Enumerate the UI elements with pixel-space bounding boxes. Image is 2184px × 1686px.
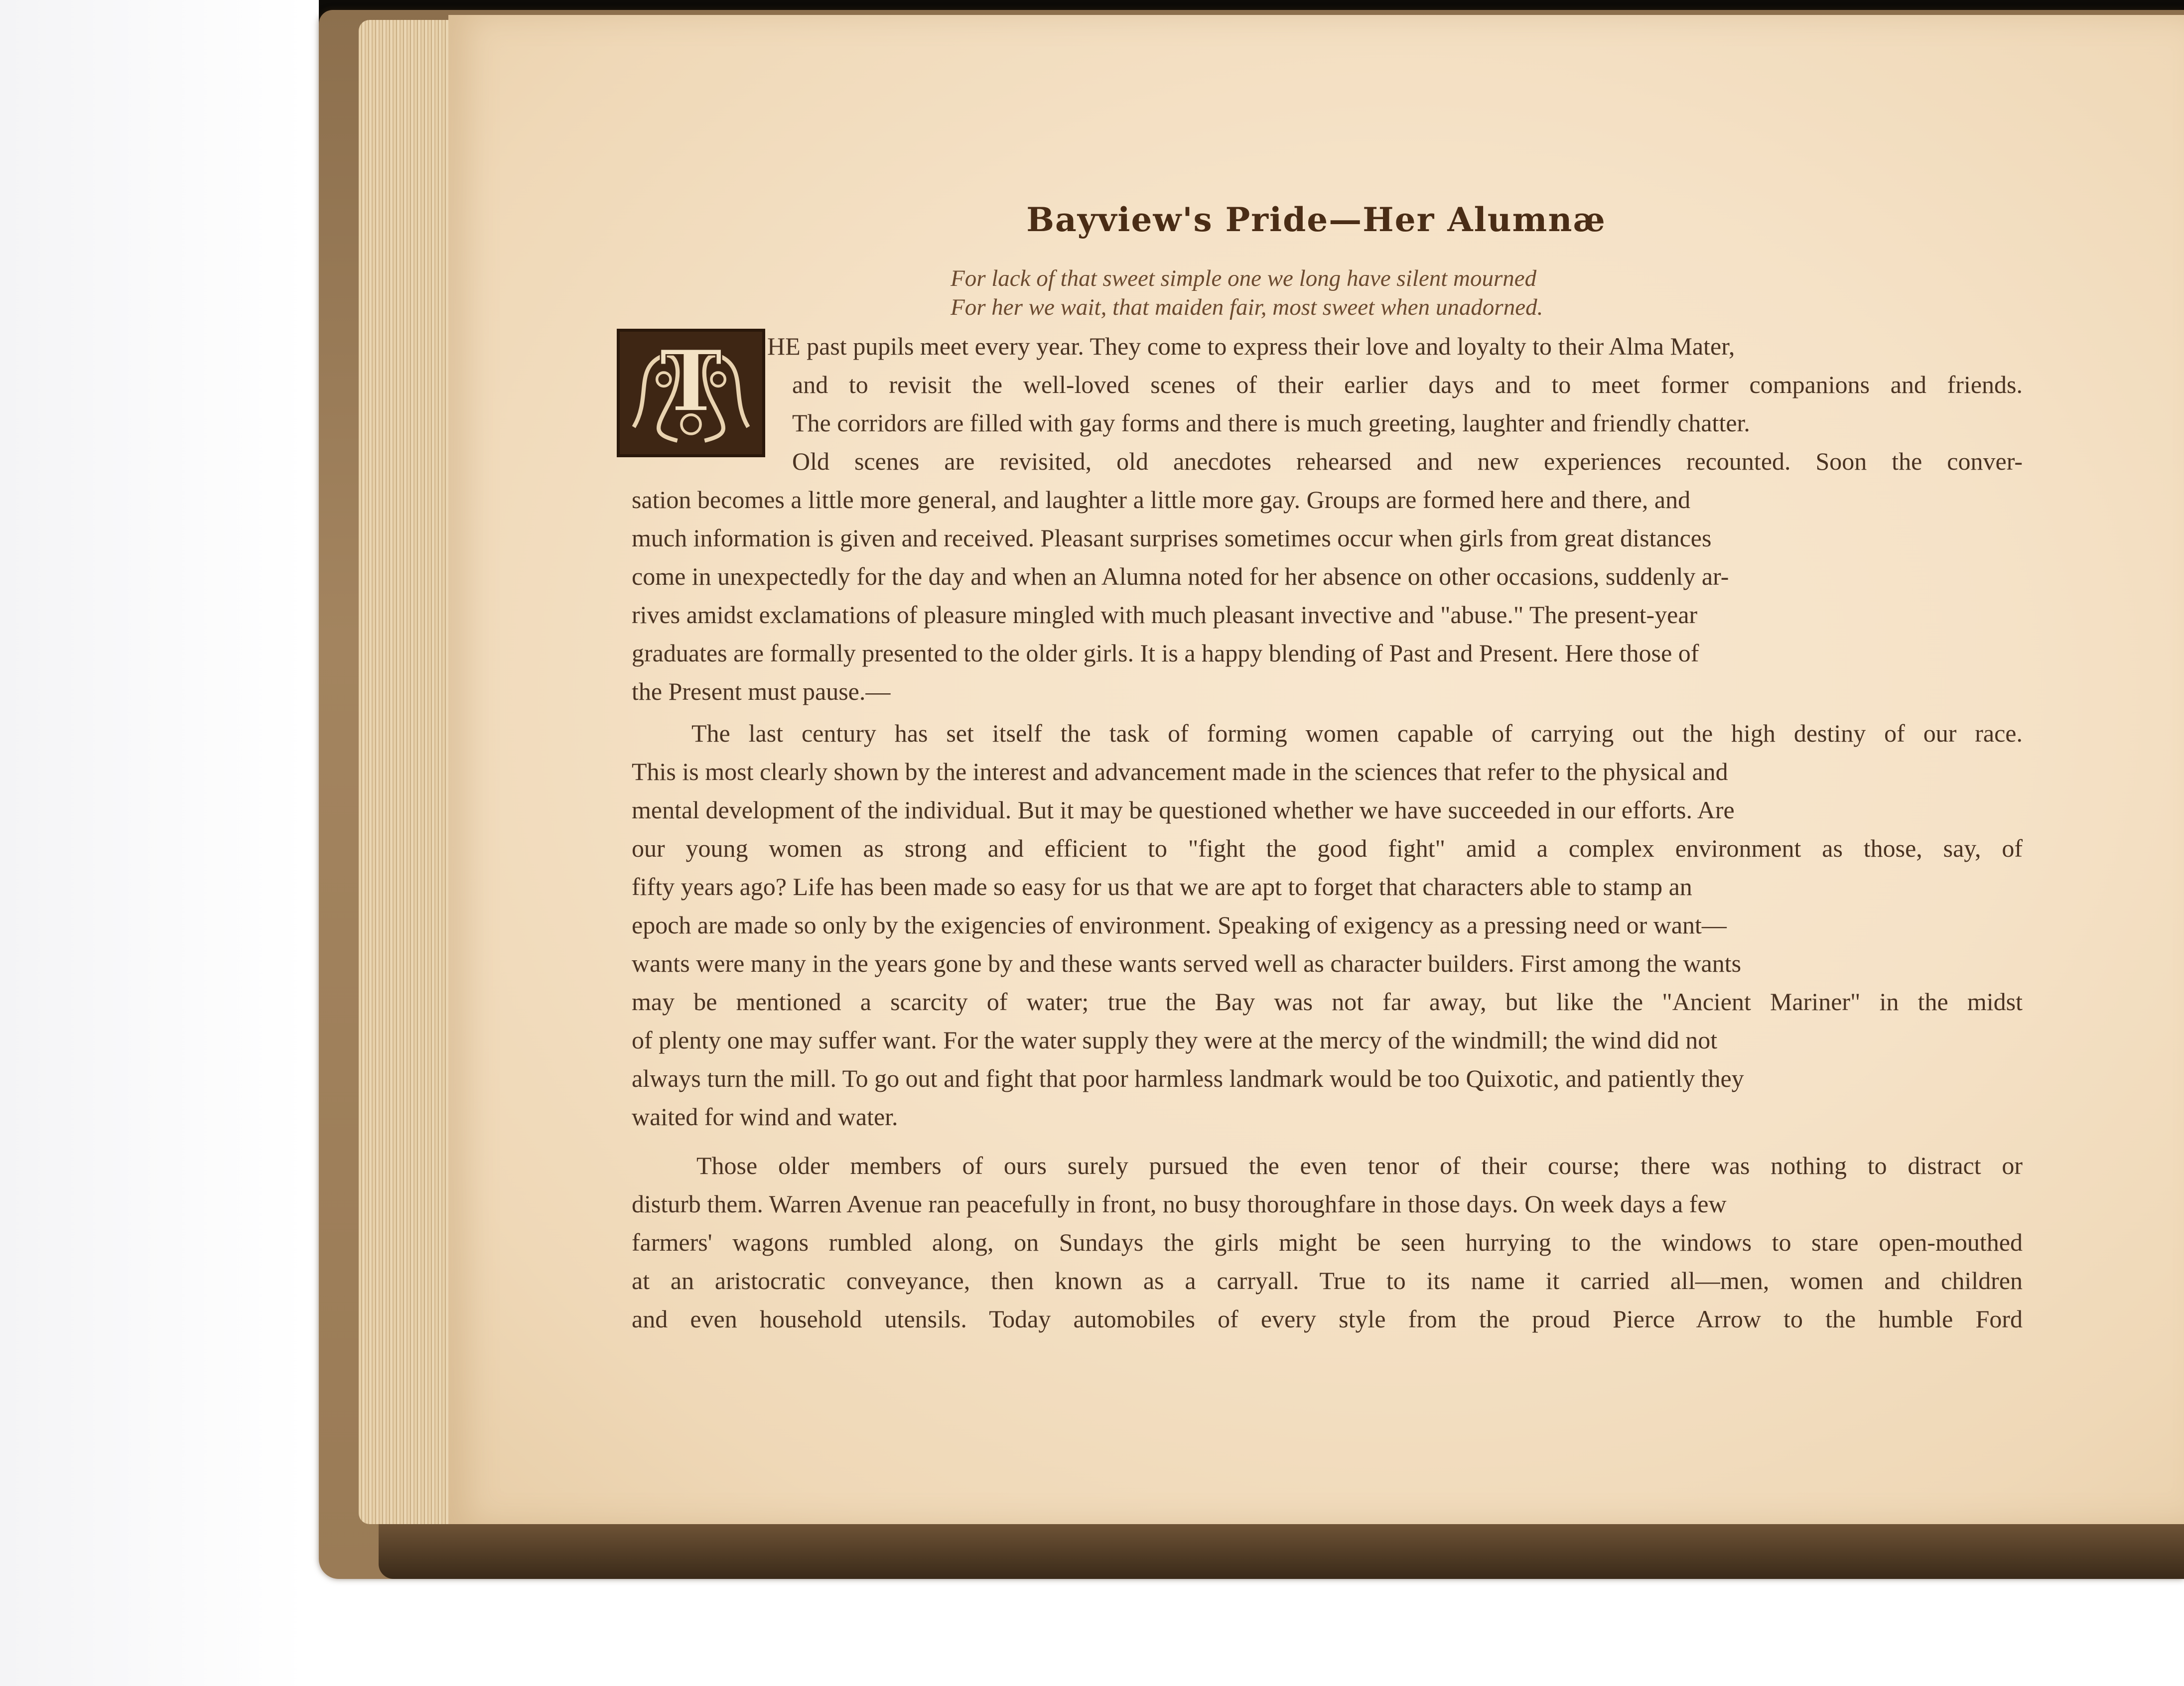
verse-line-2: For her we wait, that maiden fair, most sweet when unadorned.: [951, 294, 1543, 320]
epigraph-verse: [951, 264, 1543, 322]
text-line: The last century has set itself the task of forming women capable of carrying out the high destiny of our race.: [691, 719, 2023, 747]
text-line: mental development of the individual. But it may be questioned whether we have succeeded in our efforts. Are: [632, 796, 1735, 824]
text-line: at an aristocratic conveyance, then known as a carryall. True to its name it carried all—men, women and children: [632, 1267, 2023, 1295]
cover-bottom-edge: [379, 1524, 2184, 1579]
svg-text:T: T: [659, 332, 723, 431]
text-line: and even household utensils. Today automobiles of every style from the proud Pierce Arrow to the humble Ford: [632, 1305, 2023, 1333]
text-line: may be mentioned a scarcity of water; true the Bay was not far away, but like the "Ancient Mariner" in the midst: [632, 988, 2023, 1016]
text-line: Those older members of ours surely pursued the even tenor of their course; there was nothing to distract or: [696, 1152, 2023, 1179]
ornamental-drop-cap: [617, 329, 765, 457]
text-line: the Present must pause.—: [632, 677, 891, 705]
verse-line-1: For lack of that sweet simple one we long have silent mourned: [951, 265, 1537, 291]
drop-cap-ornament-icon: [620, 332, 762, 454]
text-line: farmers' wagons rumbled along, on Sundays the girls might be seen hurrying to the windows to stare open-mouthed: [632, 1228, 2023, 1256]
text-line: The corridors are filled with gay forms and there is much greeting, laughter and friendly chatter.: [792, 409, 1750, 437]
page-title: Bayview's Pride—Her Alumnæ: [1026, 200, 1606, 239]
text-line: waited for wind and water.: [632, 1103, 898, 1131]
text-line: HE past pupils meet every year. They come to express their love and loyalty to their Alma Mater,: [767, 332, 1735, 360]
text-line: sation becomes a little more general, and laughter a little more gay. Groups are formed here and there, and: [632, 486, 1691, 514]
text-line: Old scenes are revisited, old anecdotes rehearsed and new experiences recounted. Soon the conver-: [792, 447, 2023, 475]
text-line: rives amidst exclamations of pleasure mingled with much pleasant invective and "abuse." The present-year: [632, 601, 1698, 629]
text-line: come in unexpectedly for the day and when an Alumna noted for her absence on other occasions, suddenly ar-: [632, 562, 1729, 590]
book-page: [448, 15, 2184, 1524]
text-line: This is most clearly shown by the interest and advancement made in the sciences that refer to the physical and: [632, 758, 1728, 785]
text-line: epoch are made so only by the exigencies of environment. Speaking of exigency as a pressing need or want—: [632, 911, 1727, 939]
text-line: disturb them. Warren Avenue ran peacefully in front, no busy thoroughfare in those days. On week days a few: [632, 1190, 1727, 1218]
text-line: always turn the mill. To go out and fight that poor harmless landmark would be too Quixotic, and patiently they: [632, 1064, 1744, 1092]
text-line: our young women as strong and efficient to "fight the good fight" amid a complex environment as those, say, of: [632, 834, 2023, 862]
text-line: much information is given and received. Pleasant surprises sometimes occur when girls from great distances: [632, 524, 1712, 552]
text-line: fifty years ago? Life has been made so easy for us that we are apt to forget that characters able to stamp an: [632, 873, 1692, 901]
text-line: of plenty one may suffer want. For the water supply they were at the mercy of the windmill; the wind did not: [632, 1026, 1718, 1054]
text-line: wants were many in the years gone by and these wants served well as character builders. First among the wants: [632, 949, 1742, 977]
text-line: graduates are formally presented to the older girls. It is a happy blending of Past and Present. Here those of: [632, 639, 1699, 667]
text-line: and to revisit the well-loved scenes of their earlier days and to meet former companions and friends.: [792, 371, 2023, 398]
